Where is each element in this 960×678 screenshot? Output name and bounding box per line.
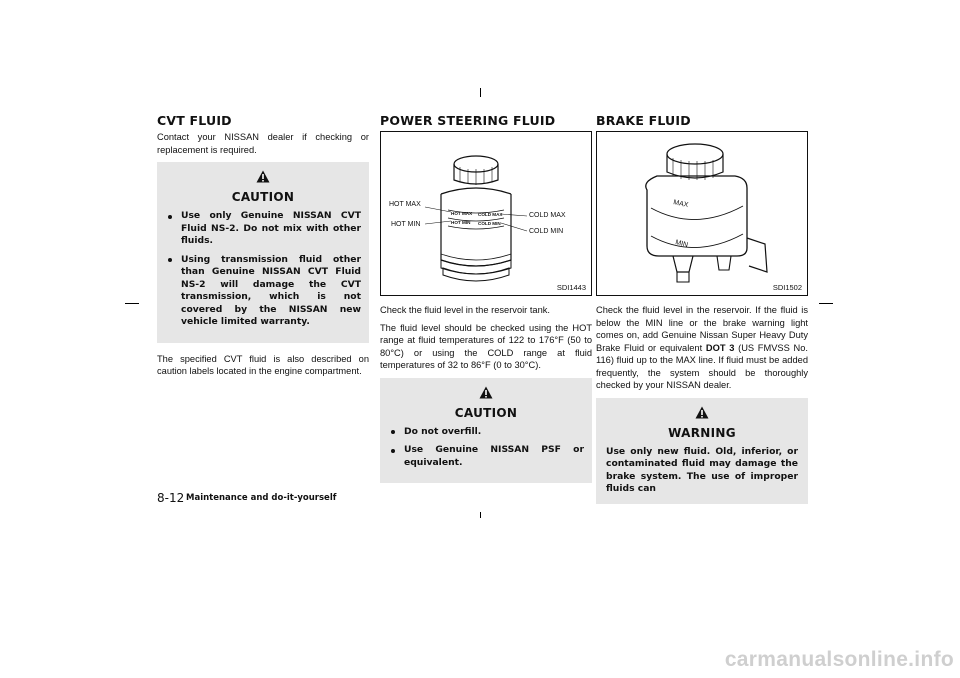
label-hot-max: HOT MAX [389,201,421,208]
heading-cvt-fluid: CVT FLUID [157,113,232,128]
brake-warning-box [596,398,808,504]
cvt-outro-text: The specified CVT fluid is also described on caution labels located in the engine compartment. [157,353,369,376]
warning-header [604,406,800,440]
heading-power-steering-fluid: POWER STEERING FLUID [380,113,556,128]
bullet-dot-icon [391,430,395,434]
caution-header [165,170,361,204]
figure-code-sdi1443: SDI1443 [556,283,586,292]
crop-mark-right [819,303,833,304]
label-min: MIN [674,239,689,250]
column-cvt-fluid [157,113,369,383]
band-label-hot-min: HOT MIN [451,220,471,225]
figure-code-sdi1502: SDI1502 [772,283,802,292]
power-steering-para-1: Check the fluid level in the reservoir tank. [380,305,551,315]
bullet-dot-icon [168,215,172,219]
warning-triangle-icon [256,170,270,183]
brake-reservoir-figure [596,131,808,296]
band-label-cold-max: COLD MAX [478,212,503,217]
caution-header [388,386,584,420]
power-steering-caution-box [380,378,592,484]
page-number: 8-12 [157,491,185,505]
cvt-intro-text: Contact your NISSAN dealer if checking or replacement is required. [157,132,369,155]
warning-triangle-icon [479,386,493,399]
band-label-cold-min: COLD MIN [478,221,501,226]
cvt-caution-list [165,210,361,329]
power-steering-reservoir-figure [380,131,592,296]
crop-mark-left [125,303,139,304]
heading-brake-fluid: BRAKE FLUID [596,113,691,128]
bullet-dot-icon [168,258,172,262]
caution-title: CAUTION [231,190,295,204]
label-max: MAX [672,199,689,210]
band-label-hot-max: HOT MAX [451,211,473,216]
brake-paragraph: Check the fluid level in the reservoir. If the fluid is below the MIN line or the brake warning light comes on, add Genuine Nissan Super Heavy Duty Brake Fluid or equivalent DOT 3 (US FMVSS No. 116) fluid up to the MAX line. If fluid must be added frequently, the system should be thoroughly checked by your NISSAN dealer. [596,305,808,390]
cvt-caution-box [157,162,369,343]
warning-triangle-icon [695,406,709,419]
watermark-text: carmanualsonline.info [724,648,954,671]
warning-title: WARNING [668,425,736,440]
label-hot-min: HOT MIN [391,221,421,228]
label-cold-min: COLD MIN [529,228,564,235]
power-steering-reservoir-illustration [381,132,591,295]
section-title: Maintenance and do-it-yourself [186,493,337,503]
power-steering-para-2: The fluid level should be checked using the HOT range at fluid temperatures of 122 to 176°F (50 to 80°C) or using the COLD range at fluid temperatures of 32 to 86°F (0 to 30°C). [380,322,592,370]
power-steering-caution-list [388,426,584,470]
dot3-emphasis: DOT 3 [705,342,735,353]
brake-reservoir-illustration [597,132,807,295]
caution-item: Use Genuine NISSAN PSF or equivalent. [388,444,584,469]
crop-mark-top [480,88,481,97]
caution-item: Using transmission fluid other than Genuine NISSAN CVT Fluid NS-2 will damage the CVT transmission, which is not covered by the NISSAN new vehicle limited warranty. [165,254,361,329]
bullet-dot-icon [391,449,395,453]
crop-mark-bottom [480,512,481,518]
caution-item: Do not overfill. [388,426,584,439]
label-cold-max: COLD MAX [529,212,566,219]
caution-title: CAUTION [454,405,518,420]
caution-item: Use only Genuine NISSAN CVT Fluid NS-2. Do not mix with other fluids. [165,210,361,248]
column-brake-fluid [596,113,808,514]
warning-text: Use only new fluid. Old, inferior, or contaminated fluid may damage the brake system. The use of improper fluids can [606,445,798,494]
column-power-steering-fluid [380,113,592,493]
